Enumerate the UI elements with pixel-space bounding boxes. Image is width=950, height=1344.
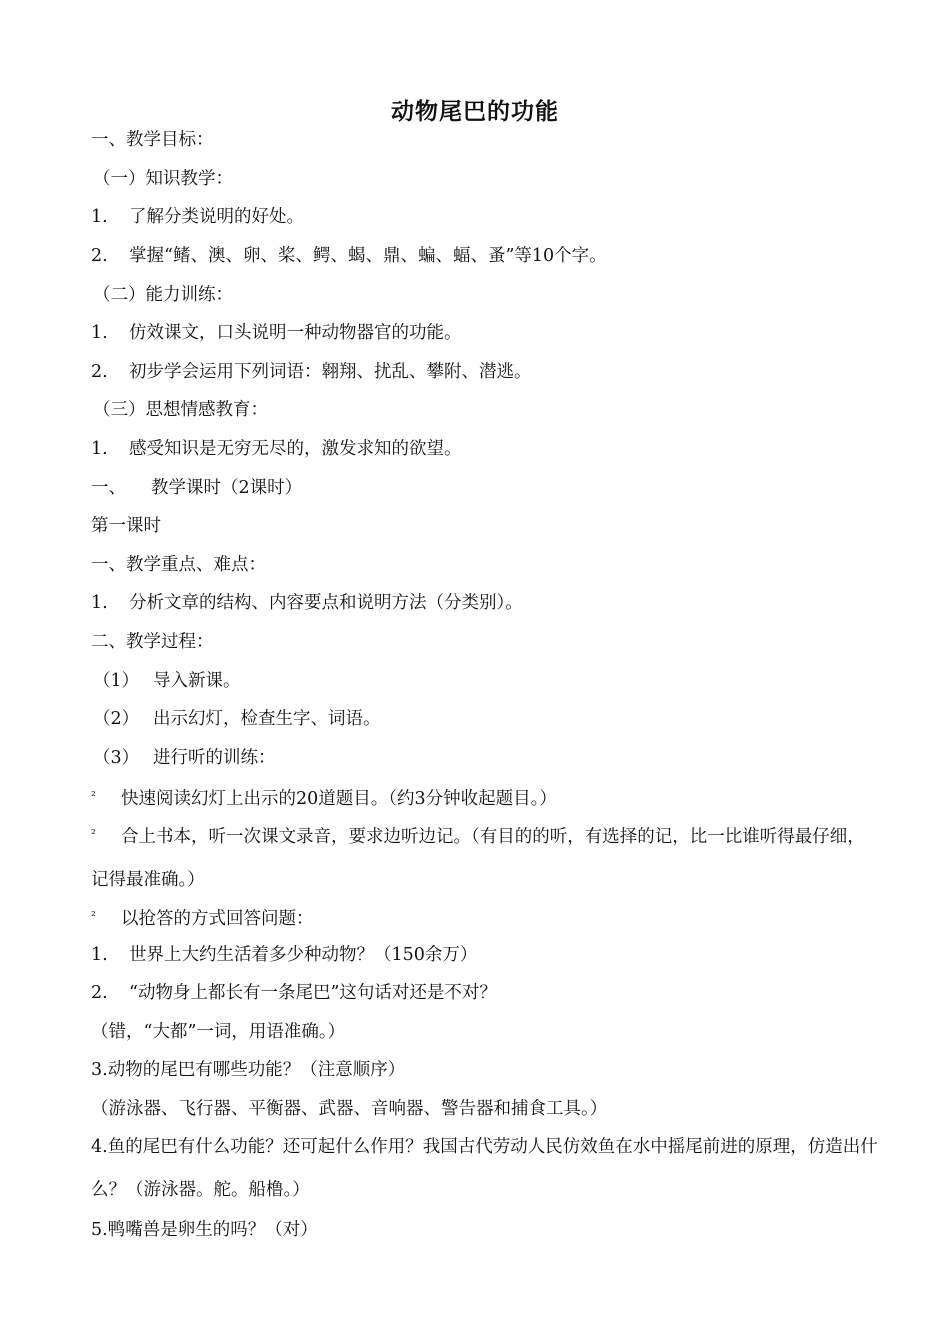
list-item: （2） 出示幻灯，检查生字、词语。 (93, 709, 381, 729)
answer-line: （错，“大都”一词，用语准确。） (91, 1022, 346, 1042)
subheading-knowledge: （一）知识教学： (93, 169, 233, 189)
list-item: 2. 掌握“鳍、澳、卵、桨、鳄、蝎、鼎、蝙、蝠、蚤”等10个字。 (91, 246, 607, 266)
question-line: 4.鱼的尾巴有什么功能？还可起什么作用？我国古代劳动人民仿效鱼在水中摇尾前进的原理，仿造出什么？（游泳器。舵。船橹。） (91, 1137, 878, 1200)
heading-lesson-hours: 一、 教学课时（2课时） (91, 478, 303, 498)
question-line: 5.鸭嘴兽是卵生的吗？（对） (91, 1220, 318, 1240)
heading-first-lesson: 第一课时 (91, 516, 161, 536)
subheading-emotion: （三）思想情感教育： (93, 400, 268, 420)
list-item: 2. 初步学会运用下列词语：翱翔、扰乱、攀附、潜逃。 (91, 362, 532, 382)
heading-key-points: 一、教学重点、难点： (91, 555, 266, 575)
document-title: 动物尾巴的功能 (391, 99, 559, 125)
list-item: 1. 仿效课文，口头说明一种动物器官的功能。 (91, 323, 462, 343)
list-item: 1. 感受知识是无穷无尽的，激发求知的欲望。 (91, 439, 462, 459)
heading-teaching-goals: 一、教学目标： (91, 130, 214, 150)
question-line: 3.动物的尾巴有哪些功能？（注意顺序） (91, 1060, 406, 1080)
answer-line: （游泳器、飞行器、平衡器、武器、音响器、警告器和捕食工具。） (91, 1099, 608, 1119)
list-item: 1. 分析文章的结构、内容要点和说明方法（分类别）。 (91, 593, 523, 613)
bullet-item: ² 合上书本，听一次课文录音，要求边听边记。（有目的的听，有选择的记，比一比谁听得最仔细，记得最准确。） (91, 827, 865, 890)
heading-teaching-process: 二、教学过程： (91, 632, 214, 652)
bullet-item: ² 以抢答的方式回答问题： (91, 909, 314, 929)
list-item: 2. “动物身上都长有一条尾巴”这句话对还是不对？ (91, 983, 497, 1003)
list-item: （3） 进行听的训练： (93, 748, 276, 768)
subheading-ability: （二）能力训练： (93, 285, 233, 305)
list-item: （1） 导入新课。 (93, 671, 241, 691)
bullet-item: ² 快速阅读幻灯上出示的20道题目。（约3分钟收起题目。） (91, 789, 557, 809)
list-item: 1. 世界上大约生活着多少种动物？（150余万） (91, 945, 478, 965)
list-item: 1. 了解分类说明的好处。 (91, 207, 304, 227)
